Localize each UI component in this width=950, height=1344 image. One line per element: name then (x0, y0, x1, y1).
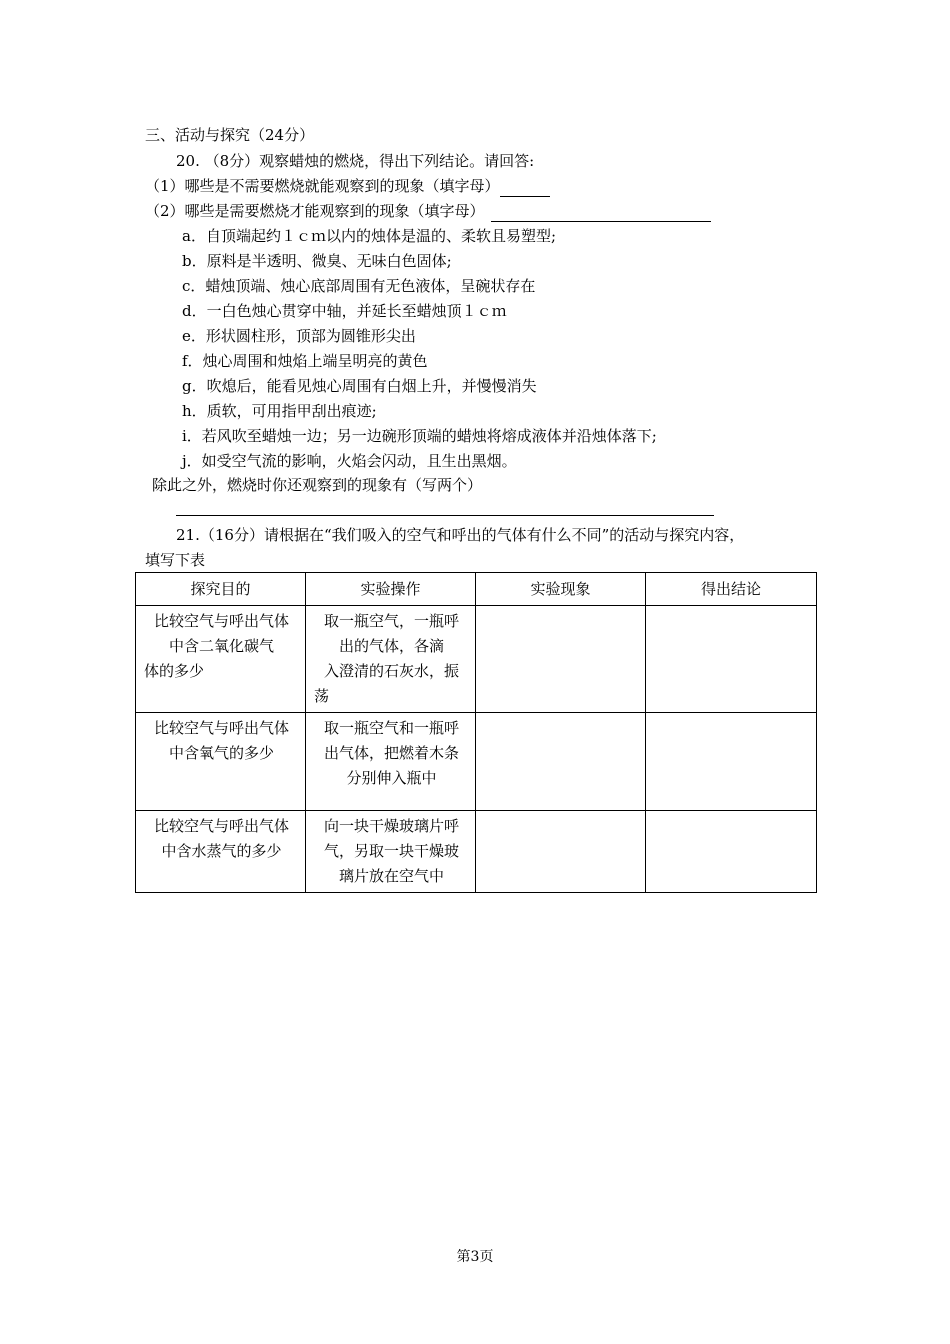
header-cell: 实验现象 (476, 573, 646, 606)
q20-part2 (145, 200, 711, 222)
page-number: 第3页 (456, 1249, 494, 1265)
phenomenon-answer-cell[interactable] (476, 606, 646, 713)
option-item: b．原料是半透明、微臭、无味白色固体; (182, 252, 452, 270)
option-item: e．形状圆柱形，顶部为圆锥形尖出 (182, 327, 416, 345)
option-item: j．如受空气流的影响，火焰会闪动，且生出黑烟。 (182, 452, 517, 470)
operation-cell: 向一块干燥玻璃片呼 气，另取一块干燥玻 璃片放在空气中 (306, 811, 476, 893)
option-item: g．吹熄后，能看见烛心周围有白烟上升，并慢慢消失 (182, 377, 537, 395)
conclusion-answer-cell[interactable] (646, 606, 817, 713)
option-item: c．蜡烛顶端、烛心底部周围有无色液体，呈碗状存在 (182, 277, 536, 295)
purpose-cell: 比较空气与呼出气体 中含氧气的多少 (136, 713, 306, 811)
q21-stem-line1: 21.（16分）请根据在“我们吸入的空气和呼出的气体有什么不同”的活动与探究内容， (176, 526, 745, 544)
purpose-cell: 比较空气与呼出气体 中含二氧化碳气 体的多少 (136, 606, 306, 713)
option-item: d．一白色烛心贯穿中轴，并延长至蜡烛顶１ｃｍ (182, 302, 507, 320)
operation-cell: 取一瓶空气和一瓶呼 出气体，把燃着木条 分别伸入瓶中 (306, 713, 476, 811)
section-heading: 三、活动与探究（24分） (145, 126, 315, 144)
q21-stem-line2: 填写下表 (145, 551, 206, 569)
operation-cell: 取一瓶空气，一瓶呼 出的气体，各滴 入澄清的石灰水，振 荡 (306, 606, 476, 713)
option-item: i．若风吹至蜡烛一边；另一边碗形顶端的蜡烛将熔成液体并沿烛体落下; (182, 427, 657, 445)
header-cell: 得出结论 (646, 573, 817, 606)
table-row (136, 713, 817, 811)
option-item: f．烛心周围和烛焰上端呈明亮的黄色 (182, 352, 428, 370)
q20-part2-text: （2）哪些是需要燃烧才能观察到的现象（填字母） (145, 202, 485, 220)
table-header-row (136, 573, 817, 606)
q20-extra-answer-line[interactable] (176, 515, 714, 516)
option-item: h．质软，可用指甲刮出痕迹; (182, 402, 377, 420)
conclusion-answer-cell[interactable] (646, 713, 817, 811)
q20-part1 (145, 175, 550, 197)
q20-stem: 20. （8分）观察蜡烛的燃烧，得出下列结论。请回答: (176, 152, 535, 170)
q21-table (135, 572, 817, 893)
option-item: a．自顶端起约１ｃｍ以内的烛体是温的、柔软且易塑型; (182, 227, 556, 245)
header-cell: 实验操作 (306, 573, 476, 606)
phenomenon-answer-cell[interactable] (476, 713, 646, 811)
q20-part2-answer-blank[interactable] (491, 206, 711, 222)
header-cell: 探究目的 (136, 573, 306, 606)
table-row (136, 606, 817, 713)
table-row (136, 811, 817, 893)
q20-part1-answer-blank[interactable] (500, 181, 550, 197)
phenomenon-answer-cell[interactable] (476, 811, 646, 893)
q20-part1-text: （1）哪些是不需要燃烧就能观察到的现象（填字母） (145, 177, 500, 195)
purpose-cell: 比较空气与呼出气体 中含水蒸气的多少 (136, 811, 306, 893)
q20-extra: 除此之外，燃烧时你还观察到的现象有（写两个） (152, 476, 483, 494)
conclusion-answer-cell[interactable] (646, 811, 817, 893)
